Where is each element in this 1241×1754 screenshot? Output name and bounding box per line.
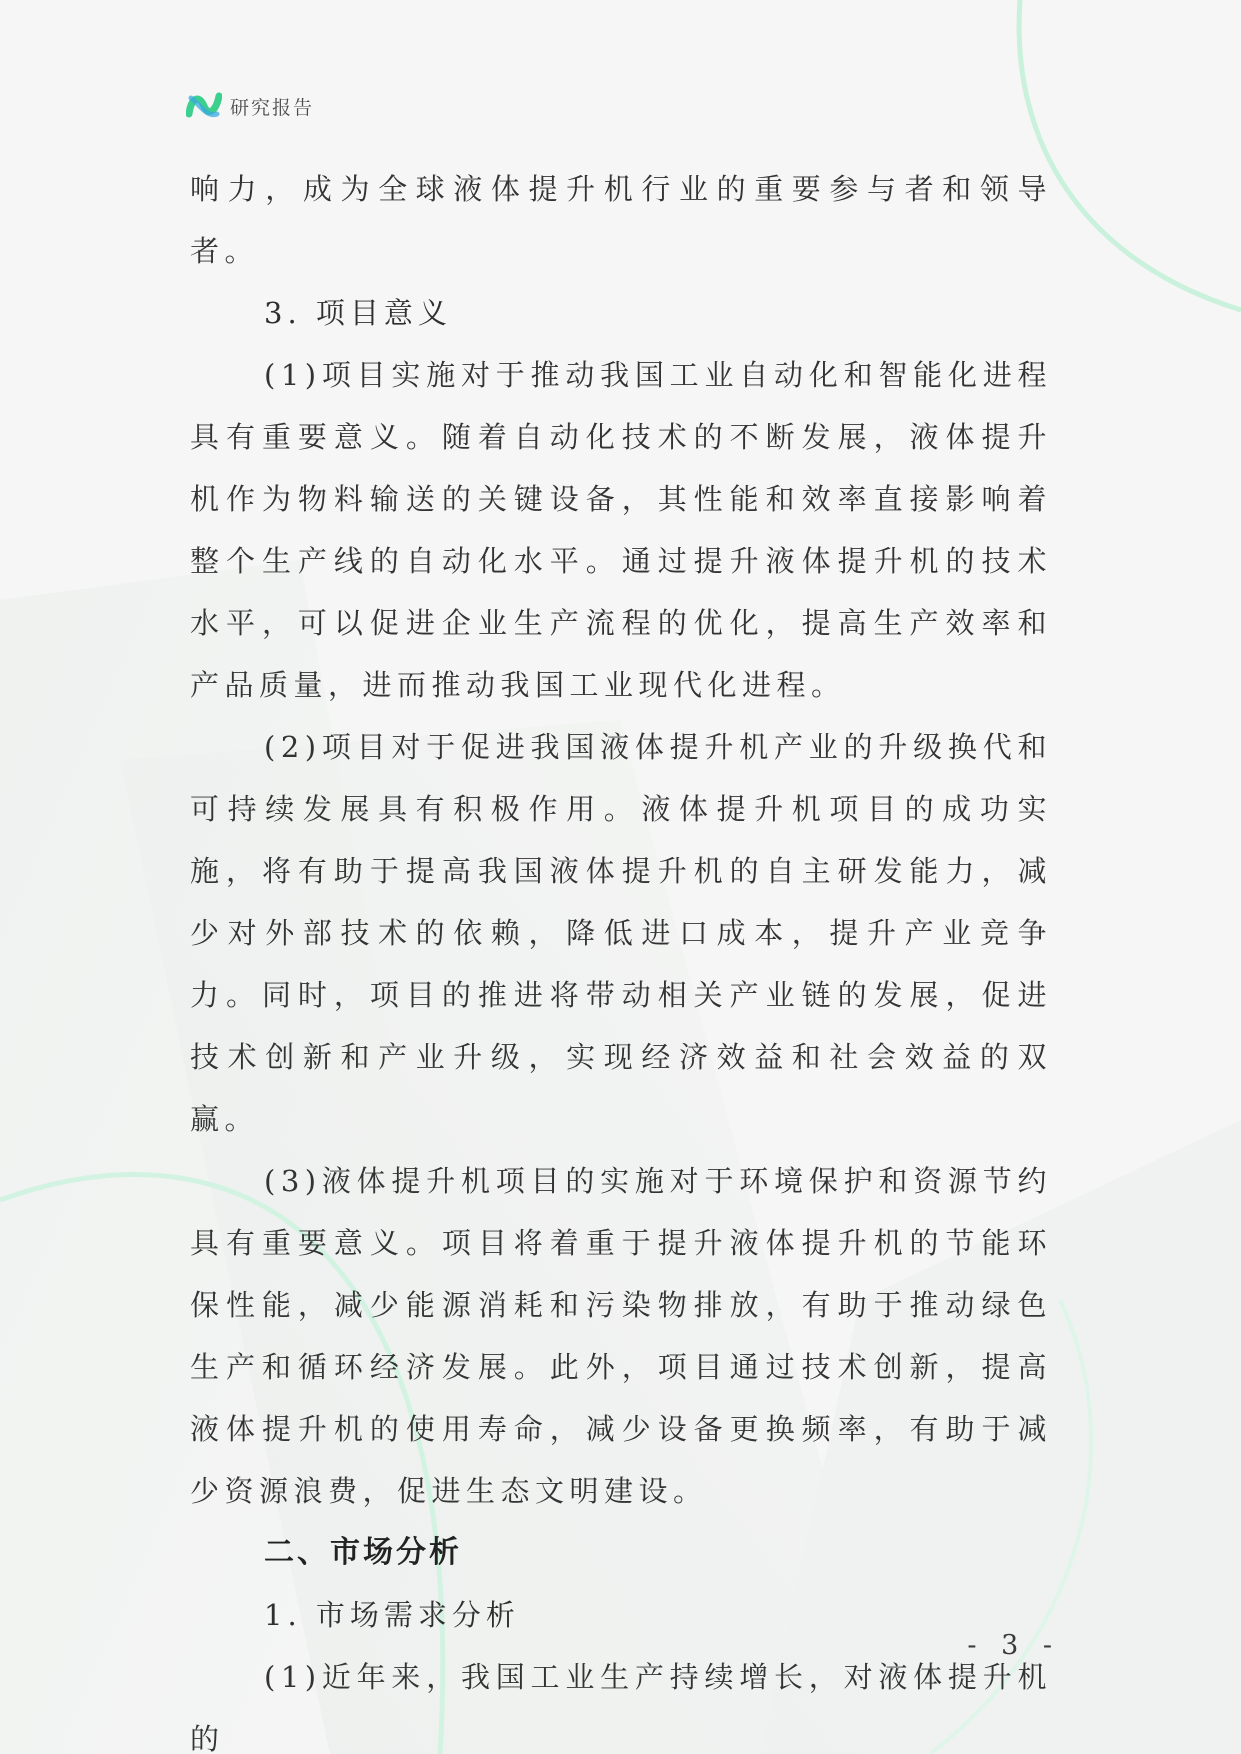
paragraph-significance-2: (2)项目对于促进我国液体提升机产业的升级换代和可持续发展具有积极作用。液体提升机项目的成功实施，将有助于提高我国液体提升机的自主研发能力，减少对外部技术的依赖，降低进口成本，提升产业竞争力。同时，项目的推进将带动相关产业链的发展，促进技术创新和产业升级，实现经济效益和社会效益的双赢。 (190, 730, 1052, 1136)
section-heading-project-significance: 3. 项目意义 (264, 296, 452, 330)
document-body (190, 158, 1052, 1754)
paragraph-significance-1: (1)项目实施对于推动我国工业自动化和智能化进程具有重要意义。随着自动化技术的不断发展，液体提升机作为物料输送的关键设备，其性能和效率直接影响着整个生产线的自动化水平。通过提升液体提升机的技术水平，可以促进企业生产流程的优化，提高生产效率和产品质量，进而推动我国工业现代化进程。 (190, 358, 1052, 702)
document-header (186, 88, 314, 124)
paragraph-significance-3: (3)液体提升机项目的实施对于环境保护和资源节约具有重要意义。项目将着重于提升液体提升机的节能环保性能，减少能源消耗和污染物排放，有助于推动绿色生产和循环经济发展。此外，项目通过技术创新，提高液体提升机的使用寿命，减少设备更换频率，有助于减少资源浪费，促进生态文明建设。 (190, 1164, 1052, 1508)
section-heading-market-demand: 1. 市场需求分析 (264, 1598, 520, 1632)
chapter-heading-market-analysis: 二、市场分析 (264, 1535, 462, 1570)
brand-logo-icon (186, 90, 222, 122)
report-label: 研究报告 (230, 96, 315, 119)
paragraph-market-demand-1: (1)近年来，我国工业生产持续增长，对液体提升机的 (190, 1660, 1052, 1754)
page-number: - 3 - (967, 1630, 1060, 1661)
paragraph-continuation: 响力，成为全球液体提升机行业的重要参与者和领导者。 (190, 172, 1052, 268)
